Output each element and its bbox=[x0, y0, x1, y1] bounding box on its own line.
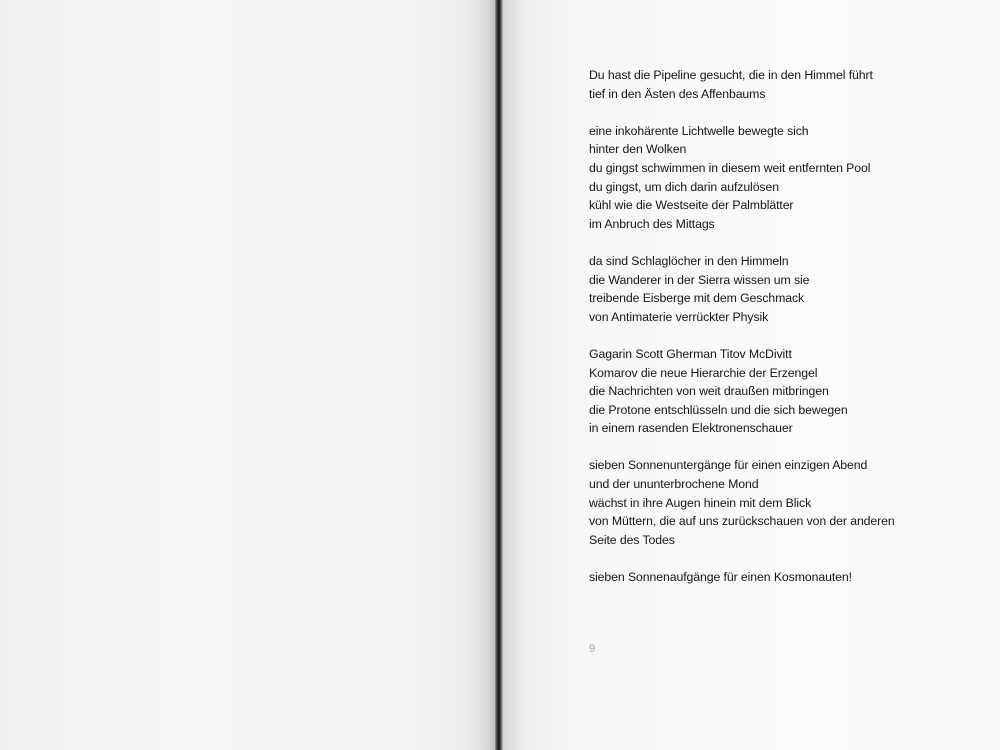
poem-line: die Wanderer in der Sierra wissen um sie bbox=[589, 272, 810, 287]
poem-line: die Protone entschlüsseln und die sich bewegen bbox=[589, 402, 848, 417]
poem-line: Seite des Todes bbox=[589, 532, 675, 547]
poem-line: eine inkohärente Lichtwelle bewegte sich bbox=[589, 123, 809, 138]
poem-line: von Müttern, die auf uns zurückschauen von der anderen bbox=[589, 514, 895, 529]
poem-line: sieben Sonnenaufgänge für einen Kosmonauten! bbox=[589, 570, 852, 585]
poem-line: in einem rasenden Elektronenschauer bbox=[589, 421, 793, 436]
right-page bbox=[503, 0, 1000, 750]
stanza-6 bbox=[589, 568, 989, 587]
stanza-2 bbox=[589, 122, 989, 234]
stanza-5 bbox=[589, 456, 989, 549]
poem-line: Komarov die neue Hierarchie der Erzengel bbox=[589, 365, 818, 380]
left-page bbox=[0, 0, 497, 750]
book-gutter bbox=[495, 0, 503, 750]
poem-line: und der ununterbrochene Mond bbox=[589, 477, 759, 492]
poem-line: die Nachrichten von weit draußen mitbringen bbox=[589, 384, 829, 399]
poem-line: von Antimaterie verrückter Physik bbox=[589, 309, 769, 324]
poem-line: du gingst, um dich darin aufzulösen bbox=[589, 179, 779, 194]
poem-line: sieben Sonnenuntergänge für einen einzigen Abend bbox=[589, 458, 868, 473]
poem-line: wächst in ihre Augen hinein mit dem Blick bbox=[589, 495, 812, 510]
poem-line: treibende Eisberge mit dem Geschmack bbox=[589, 291, 805, 306]
poem-line: da sind Schlaglöcher in den Himmeln bbox=[589, 253, 789, 268]
poem-text bbox=[589, 66, 989, 605]
poem-line: kühl wie die Westseite der Palmblätter bbox=[589, 198, 794, 213]
poem-line: hinter den Wolken bbox=[589, 142, 687, 157]
poem-line: Gagarin Scott Gherman Titov McDivitt bbox=[589, 346, 792, 361]
poem-line: Du hast die Pipeline gesucht, die in den Himmel führt bbox=[589, 68, 873, 82]
poem-line: tief in den Ästen des Affenbaums bbox=[589, 86, 766, 101]
stanza-1 bbox=[589, 66, 989, 103]
stanza-4 bbox=[589, 345, 989, 438]
poem-line: du gingst schwimmen in diesem weit entfernten Pool bbox=[589, 160, 871, 175]
page-number: 9 bbox=[589, 643, 596, 655]
stanza-3 bbox=[589, 252, 989, 326]
poem-line: im Anbruch des Mittags bbox=[589, 216, 715, 231]
